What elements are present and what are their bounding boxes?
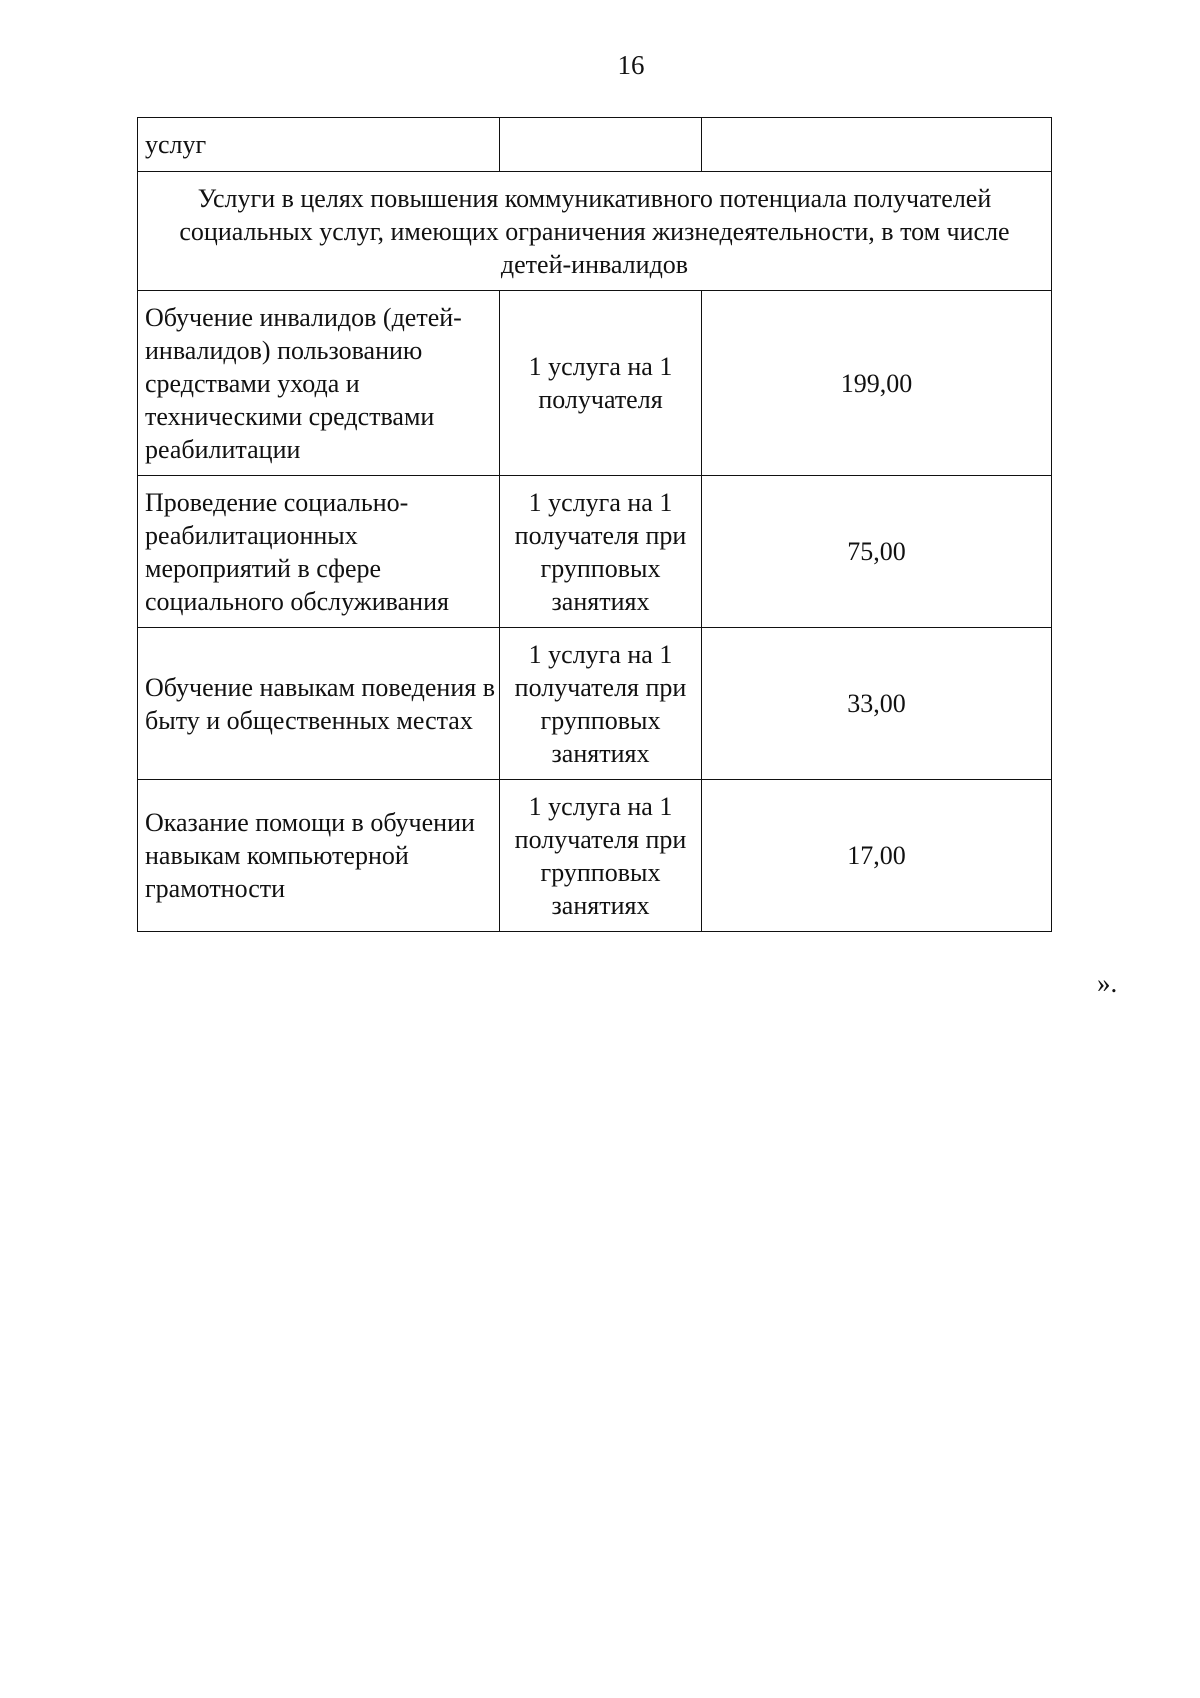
table-row [138, 291, 1052, 476]
service-unit: 1 услуга на 1 получателя при групповых занятиях [514, 487, 687, 616]
service-unit-cell [500, 780, 702, 932]
service-price: 33,00 [847, 689, 906, 718]
service-name-cell [138, 476, 500, 628]
table-row [138, 780, 1052, 932]
service-price: 75,00 [847, 537, 906, 566]
service-unit: 1 услуга на 1 получателя [528, 352, 673, 414]
service-price: 199,00 [840, 368, 913, 398]
service-price-cell [702, 291, 1052, 476]
service-unit-cell [500, 291, 702, 476]
service-name: услуг [145, 130, 207, 159]
closing-quote-mark: ». [1097, 968, 1118, 998]
service-name: Обучение навыкам поведения в быту и общественных местах [145, 672, 495, 735]
table-row [138, 476, 1052, 628]
service-price-cell [702, 118, 1052, 172]
section-title-cell [138, 172, 1052, 291]
table-row [138, 628, 1052, 780]
service-unit-cell [500, 118, 702, 172]
service-name: Обучение инвалидов (детей-инвалидов) пользованию средствами ухода и техническими средствами реабилитации [145, 302, 462, 464]
service-name: Проведение социально-реабилитационных мероприятий в сфере социального обслуживания [145, 487, 449, 616]
service-name-cell [138, 628, 500, 780]
service-name-cell [138, 780, 500, 932]
table-row [138, 118, 1052, 172]
service-price-cell [702, 780, 1052, 932]
section-title: Услуги в целях повышения коммуникативного потенциала получателей социальных услуг, имеющих ограничения жизнедеятельности, в том числе детей-инвалидов [179, 183, 1010, 279]
service-unit-cell [500, 628, 702, 780]
page-number: 16 [617, 50, 645, 80]
service-price: 17,00 [847, 841, 906, 870]
service-price-cell [702, 476, 1052, 628]
service-unit-cell [500, 476, 702, 628]
section-row [138, 172, 1052, 291]
service-unit: 1 услуга на 1 получателя при групповых занятиях [514, 791, 687, 920]
service-unit: 1 услуга на 1 получателя при групповых занятиях [514, 639, 687, 768]
service-name-cell [138, 118, 500, 172]
service-name-cell [138, 291, 500, 476]
services-table [137, 117, 1052, 932]
service-price-cell [702, 628, 1052, 780]
service-name: Оказание помощи в обучении навыкам компьютерной грамотности [145, 808, 475, 903]
